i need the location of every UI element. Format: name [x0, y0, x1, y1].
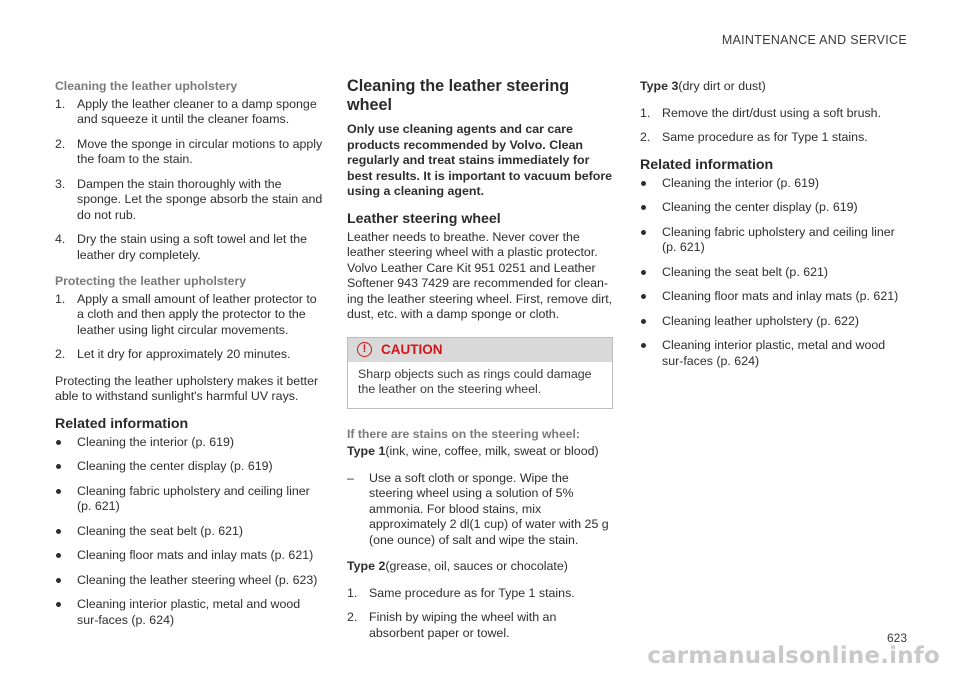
- type2-label: Type 2: [347, 559, 386, 573]
- related-link-text: Cleaning the center display (p. 619): [662, 200, 858, 214]
- step-number: 1.: [347, 585, 358, 600]
- related-link[interactable]: [640, 265, 908, 281]
- related-link[interactable]: [640, 200, 908, 216]
- step-text: Same procedure as for Type 1 stains.: [369, 585, 575, 600]
- step-number: 1.: [640, 105, 651, 120]
- bullet-icon: [641, 319, 646, 324]
- bullet-icon: [641, 205, 646, 210]
- bullet-icon: [56, 464, 61, 469]
- list-item: [55, 177, 323, 224]
- step-text: Finish by wiping the wheel with an absorbent paper or towel.: [369, 610, 557, 640]
- bullet-icon: [641, 343, 646, 348]
- step-number: 1.: [55, 291, 66, 306]
- body-paragraph: Leather needs to breathe. Never cover the leather steering wheel with a plastic protector. Volvo Leather Care Kit 951 0251 and Leather Softener 943 7429 are recommended for clean-ing the leather steering wheel. First, remove dirt, dust, etc. with a damp sponge or cloth.: [347, 229, 613, 321]
- step-number: 2.: [347, 610, 358, 624]
- bullet-icon: [56, 440, 61, 445]
- step-text: Apply the leather cleaner to a damp sponge and squeeze it until the cleaner foams.: [77, 96, 317, 126]
- related-link[interactable]: [640, 225, 908, 256]
- step-number: 2.: [55, 136, 66, 151]
- cleaning-leather-upholstery-heading: Cleaning the leather upholstery: [55, 79, 238, 93]
- related-link[interactable]: [55, 573, 323, 589]
- step-text: Dampen the stain thoroughly with the sponge. Let the sponge absorb the stain and do not rub.: [77, 176, 323, 222]
- type3-line: [640, 79, 908, 95]
- bullet-icon: [641, 230, 646, 235]
- related-information-heading: Related information: [640, 156, 774, 173]
- type1-list: [347, 471, 613, 549]
- related-link-text: Cleaning fabric upholstery and ceiling liner (p. 621): [77, 483, 310, 513]
- list-item: [347, 610, 613, 641]
- type1-label: Type 1: [347, 444, 386, 458]
- related-link-text: Cleaning fabric upholstery and ceiling liner (p. 621): [662, 224, 895, 254]
- type2-steps-list: [347, 586, 613, 642]
- related-link-text: Cleaning leather upholstery (p. 622): [662, 313, 859, 328]
- step-text: Same procedure as for Type 1 stains.: [662, 130, 868, 144]
- dash-mark: –: [347, 470, 354, 485]
- list-item: [347, 471, 613, 549]
- column-middle: [347, 79, 613, 652]
- step-text: Move the sponge in circular motions to apply the foam to the stain.: [77, 136, 323, 166]
- bullet-icon: [56, 602, 61, 607]
- related-link[interactable]: [640, 338, 908, 369]
- step-text: Apply a small amount of leather protector to a cloth and then apply the protector to the leather using light circular movements.: [77, 291, 317, 337]
- bullet-icon: [56, 553, 61, 558]
- related-link[interactable]: [55, 484, 323, 515]
- related-link-text: Cleaning floor mats and inlay mats (p. 621): [77, 548, 314, 562]
- related-link[interactable]: [55, 459, 323, 475]
- intro-paragraph: Only use cleaning agents and car care products recommended by Volvo. Clean regularly and treat stains immediately for best results. It is important to vacuum before using a cleaning agent.: [347, 122, 613, 198]
- stains-heading: If there are stains on the steering wheel:: [347, 426, 580, 441]
- list-item: [55, 232, 323, 263]
- caution-box: [347, 337, 613, 409]
- list-item: [347, 586, 613, 602]
- related-link[interactable]: [55, 435, 323, 451]
- list-item: [55, 97, 323, 128]
- warning-icon: !: [357, 342, 372, 357]
- caution-label: CAUTION: [381, 341, 443, 357]
- related-link-text: Cleaning interior plastic, metal and wood sur-faces (p. 624): [77, 597, 301, 627]
- protecting-note: Protecting the leather upholstery makes it better able to withstand sunlight's harmful UV rays.: [55, 373, 319, 403]
- column-right: [640, 79, 908, 380]
- list-item: [55, 347, 323, 363]
- related-link-text: Cleaning the center display (p. 619): [77, 459, 273, 473]
- list-item: [640, 106, 908, 122]
- protecting-steps-list: [55, 292, 323, 363]
- step-number: 2.: [640, 130, 651, 144]
- section-header: MAINTENANCE AND SERVICE: [721, 33, 907, 47]
- column-left: [55, 79, 323, 639]
- related-links-list: [55, 435, 323, 629]
- item-text: Use a soft cloth or sponge. Wipe the steering wheel using a solution of 5% ammonia. For blood stains, mix approximately 2 dl(1 cup) of water with 25 g (one ounce) of salt and wipe the stain.: [369, 470, 609, 547]
- related-link-text: Cleaning the leather steering wheel (p. 623): [77, 572, 318, 587]
- watermark: carmanualsonline.info: [647, 643, 940, 669]
- related-link[interactable]: [55, 597, 323, 628]
- related-link[interactable]: [640, 289, 908, 305]
- related-link-text: Cleaning the seat belt (p. 621): [77, 523, 244, 538]
- step-number: 1.: [55, 96, 66, 111]
- protecting-leather-upholstery-heading: Protecting the leather upholstery: [55, 274, 246, 288]
- bullet-icon: [641, 294, 646, 299]
- list-item: [55, 137, 323, 168]
- list-item: [640, 130, 908, 146]
- step-text: Dry the stain using a soft towel and let the leather dry completely.: [77, 232, 308, 262]
- cleaning-steps-list: [55, 97, 323, 264]
- caution-header: [348, 338, 612, 362]
- related-link[interactable]: [55, 524, 323, 540]
- related-link[interactable]: [55, 548, 323, 564]
- bullet-icon: [56, 578, 61, 583]
- list-item: [55, 292, 323, 339]
- step-number: 3.: [55, 176, 66, 191]
- type2-description: (grease, oil, sauces or chocolate): [385, 559, 568, 573]
- bullet-icon: [56, 489, 61, 494]
- leather-steering-wheel-heading: Leather steering wheel: [347, 210, 501, 227]
- related-link-text: Cleaning interior plastic, metal and wood sur-faces (p. 624): [662, 338, 886, 368]
- type1-description: (ink, wine, coffee, milk, sweat or blood): [385, 444, 599, 458]
- related-links-list: [640, 176, 908, 370]
- type3-description: (dry dirt or dust): [678, 79, 766, 93]
- step-number: 4.: [55, 232, 66, 246]
- type1-line: [347, 444, 613, 460]
- bullet-icon: [641, 270, 646, 275]
- related-information-heading: Related information: [55, 415, 189, 432]
- related-link-text: Cleaning floor mats and inlay mats (p. 621): [662, 289, 899, 303]
- bullet-icon: [56, 529, 61, 534]
- step-text: Let it dry for approximately 20 minutes.: [77, 347, 291, 361]
- page-title: Cleaning the leather steering wheel: [347, 77, 570, 114]
- step-text: Remove the dirt/dust using a soft brush.: [662, 105, 882, 120]
- step-number: 2.: [55, 347, 66, 361]
- related-link[interactable]: [640, 176, 908, 192]
- related-link[interactable]: [640, 314, 908, 330]
- related-link-text: Cleaning the interior (p. 619): [77, 434, 235, 449]
- related-link-text: Cleaning the seat belt (p. 621): [662, 264, 829, 279]
- type2-line: [347, 559, 613, 575]
- type3-steps-list: [640, 106, 908, 146]
- caution-text: Sharp objects such as rings could damage the leather on the steering wheel.: [358, 366, 592, 396]
- page-number: 623: [886, 631, 907, 645]
- bullet-icon: [641, 181, 646, 186]
- type3-label: Type 3: [640, 79, 679, 93]
- related-link-text: Cleaning the interior (p. 619): [662, 175, 820, 190]
